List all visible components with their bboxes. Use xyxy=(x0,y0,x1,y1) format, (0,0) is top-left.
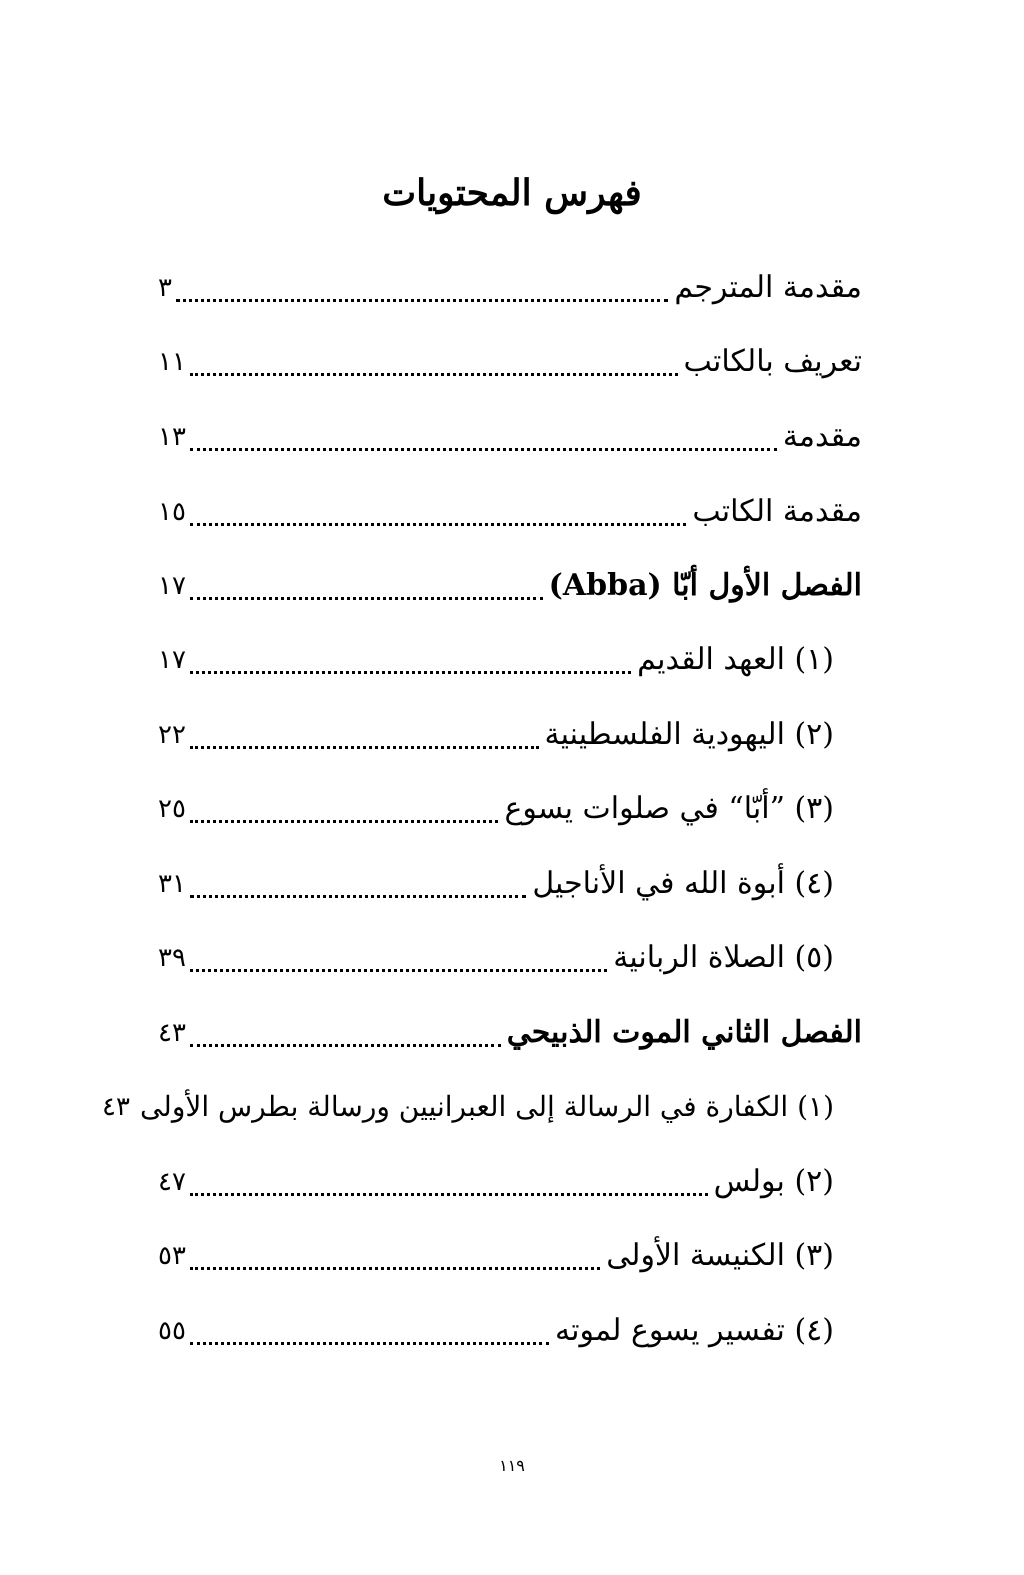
toc-sub-entry xyxy=(158,709,834,761)
toc-sub-entry xyxy=(158,783,834,835)
toc-entry-page: ٢٥ xyxy=(158,794,186,824)
toc-entry-title: الفصل الأول أبّا (Abba) xyxy=(548,568,862,603)
toc-entry-page: ١٧ xyxy=(158,645,186,675)
toc-entry-page: ٤٣ xyxy=(158,1018,186,1048)
dot-leader xyxy=(190,1267,600,1270)
toc-sub-entry xyxy=(158,1305,834,1357)
dot-leader xyxy=(190,895,526,898)
toc-entry-title: (١) الكفارة في الرسالة إلى العبرانيين ورسالة بطرس الأولى xyxy=(139,1090,834,1123)
toc-entry-page: ١٧ xyxy=(158,571,186,601)
toc-sub-entry xyxy=(158,1230,834,1282)
toc-entry-title: (٢) بولس xyxy=(713,1164,834,1199)
toc-entry-page: ٤٣ xyxy=(102,1092,130,1122)
dot-leader xyxy=(176,299,668,302)
toc-entry-title: (٣) الكنيسة الأولى xyxy=(606,1238,834,1273)
dot-leader xyxy=(190,969,607,972)
toc-sub-entry xyxy=(158,1156,834,1208)
toc-entry-page: ٥٣ xyxy=(158,1241,186,1271)
toc-entry-page: ١٥ xyxy=(158,497,186,527)
toc-chapter-entry xyxy=(158,560,862,612)
toc-entry-title: (١) العهد القديم xyxy=(637,642,834,677)
dot-leader xyxy=(190,523,686,526)
toc-entry-title: (٥) الصلاة الربانية xyxy=(613,940,834,975)
toc-sub-entry xyxy=(158,858,834,910)
toc-entry xyxy=(158,262,862,314)
toc-entry-title: تعريف بالكاتب xyxy=(683,344,862,379)
toc-entry xyxy=(158,411,862,463)
dot-leader xyxy=(190,1044,501,1047)
toc-entry-page: ٣ xyxy=(158,273,172,303)
toc-entry-title: (٤) تفسير يسوع لموته xyxy=(555,1313,834,1348)
toc-entry-page: ١١ xyxy=(158,347,186,377)
toc-entry-page: ٢٢ xyxy=(158,720,186,750)
toc-entry-title: الفصل الثاني الموت الذبيحي xyxy=(506,1015,862,1050)
toc-entry-title: (٣) ”أبّا“ في صلوات يسوع xyxy=(504,791,834,826)
toc-sub-entry xyxy=(158,634,834,686)
toc-entry-page: ١٣ xyxy=(158,422,186,452)
toc-entry-page: ٣٩ xyxy=(158,943,186,973)
dot-leader xyxy=(190,671,631,674)
toc-entry-title: مقدمة الكاتب xyxy=(692,494,862,529)
dot-leader xyxy=(190,746,539,749)
dot-leader xyxy=(190,448,777,451)
toc-entry-page: ٣١ xyxy=(158,869,186,899)
page-title: فهرس المحتويات xyxy=(382,172,642,214)
toc-entry-page: ٥٥ xyxy=(158,1316,186,1346)
dot-leader xyxy=(190,1342,549,1345)
page-number: ١١٩ xyxy=(499,1456,525,1475)
toc-chapter-entry xyxy=(158,1007,862,1059)
toc-sub-entry xyxy=(102,1081,834,1133)
dot-leader xyxy=(190,1193,708,1196)
dot-leader xyxy=(190,597,543,600)
toc-entry-page: ٤٧ xyxy=(158,1167,186,1197)
toc-sub-entry xyxy=(158,932,834,984)
toc-entry xyxy=(158,336,862,388)
toc-entry-title: (٢) اليهودية الفلسطينية xyxy=(544,717,834,752)
toc-entry-title: مقدمة xyxy=(782,419,862,454)
toc-entry xyxy=(158,486,862,538)
toc-entry-title: (٤) أبوة الله في الأناجيل xyxy=(532,866,834,901)
toc-entry-title: مقدمة المترجم xyxy=(674,270,862,305)
dot-leader xyxy=(190,820,499,823)
dot-leader xyxy=(190,373,678,376)
